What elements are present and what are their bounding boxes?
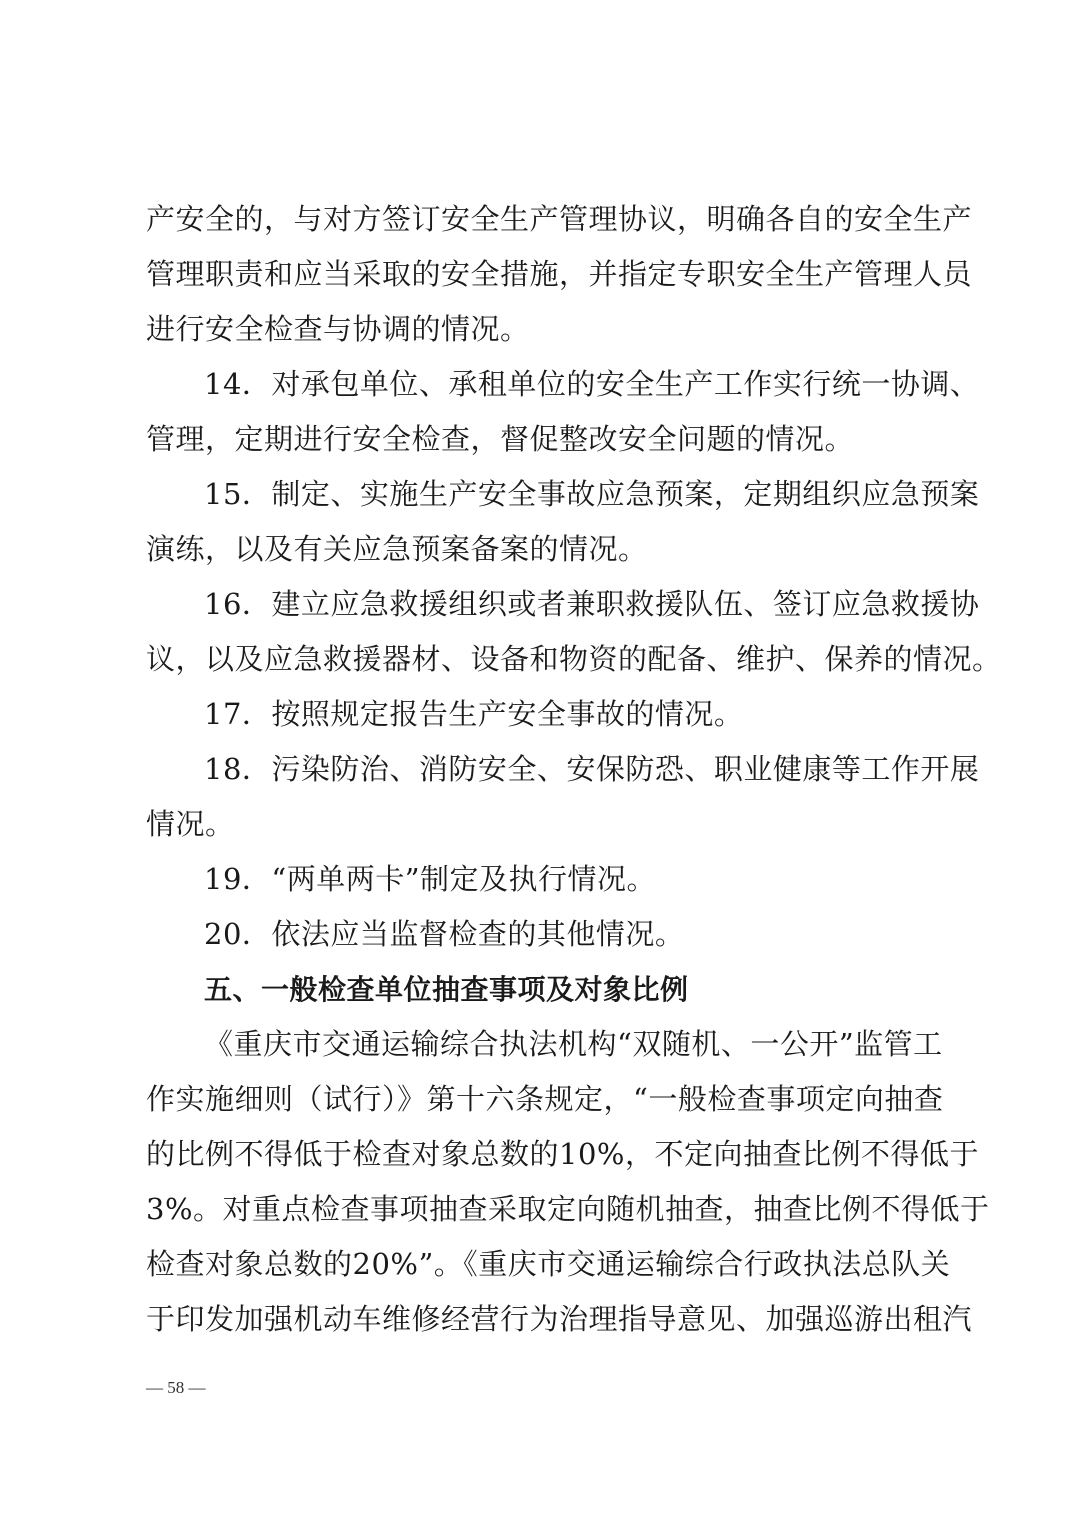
paragraph-line: 情况。 bbox=[146, 807, 235, 841]
paragraph-line: 的比例不得低于检查对象总数的10%，不定向抽查比例不得低于 bbox=[146, 1137, 979, 1171]
list-item-17: 17．按照规定报告生产安全事故的情况。 bbox=[204, 697, 744, 731]
paragraph-line: 进行安全检查与协调的情况。 bbox=[146, 312, 530, 346]
paragraph-line: 于印发加强机动车维修经营行为治理指导意见、加强巡游出租汽 bbox=[146, 1302, 973, 1336]
paragraph-line: 检查对象总数的20%”。《重庆市交通运输综合行政执法总队关 bbox=[146, 1247, 951, 1281]
list-item-15: 15．制定、实施生产安全事故应急预案，定期组织应急预案 bbox=[204, 477, 980, 511]
paragraph-line: 产安全的，与对方签订安全生产管理协议，明确各自的安全生产 bbox=[146, 202, 973, 236]
paragraph-line: 议，以及应急救援器材、设备和物资的配备、维护、保养的情况。 bbox=[146, 642, 1002, 676]
list-item-20: 20．依法应当监督检查的其他情况。 bbox=[204, 917, 685, 951]
paragraph-line: 管理职责和应当采取的安全措施，并指定专职安全生产管理人员 bbox=[146, 257, 973, 291]
list-item-18: 18．污染防治、消防安全、安保防恐、职业健康等工作开展 bbox=[204, 752, 980, 786]
paragraph-line: 管理，定期进行安全检查，督促整改安全问题的情况。 bbox=[146, 422, 855, 456]
list-item-19: 19．“两单两卡”制定及执行情况。 bbox=[204, 862, 657, 896]
document-body bbox=[146, 192, 1002, 1347]
page-number: — 58 — bbox=[146, 1378, 206, 1397]
section-heading: 五、一般检查单位抽查事项及对象比例 bbox=[204, 973, 689, 1006]
paragraph-line: 《重庆市交通运输综合执法机构“双随机、一公开”监管工 bbox=[204, 1027, 943, 1061]
paragraph-line: 演练，以及有关应急预案备案的情况。 bbox=[146, 532, 648, 566]
paragraph-line: 作实施细则（试行）》第十六条规定，“一般检查事项定向抽查 bbox=[146, 1082, 944, 1116]
paragraph-line: 3%。对重点检查事项抽查采取定向随机抽查，抽查比例不得低于 bbox=[146, 1192, 990, 1226]
list-item-16: 16．建立应急救援组织或者兼职救援队伍、签订应急救援协 bbox=[204, 587, 980, 621]
list-item-14: 14．对承包单位、承租单位的安全生产工作实行统一协调、 bbox=[204, 367, 980, 401]
